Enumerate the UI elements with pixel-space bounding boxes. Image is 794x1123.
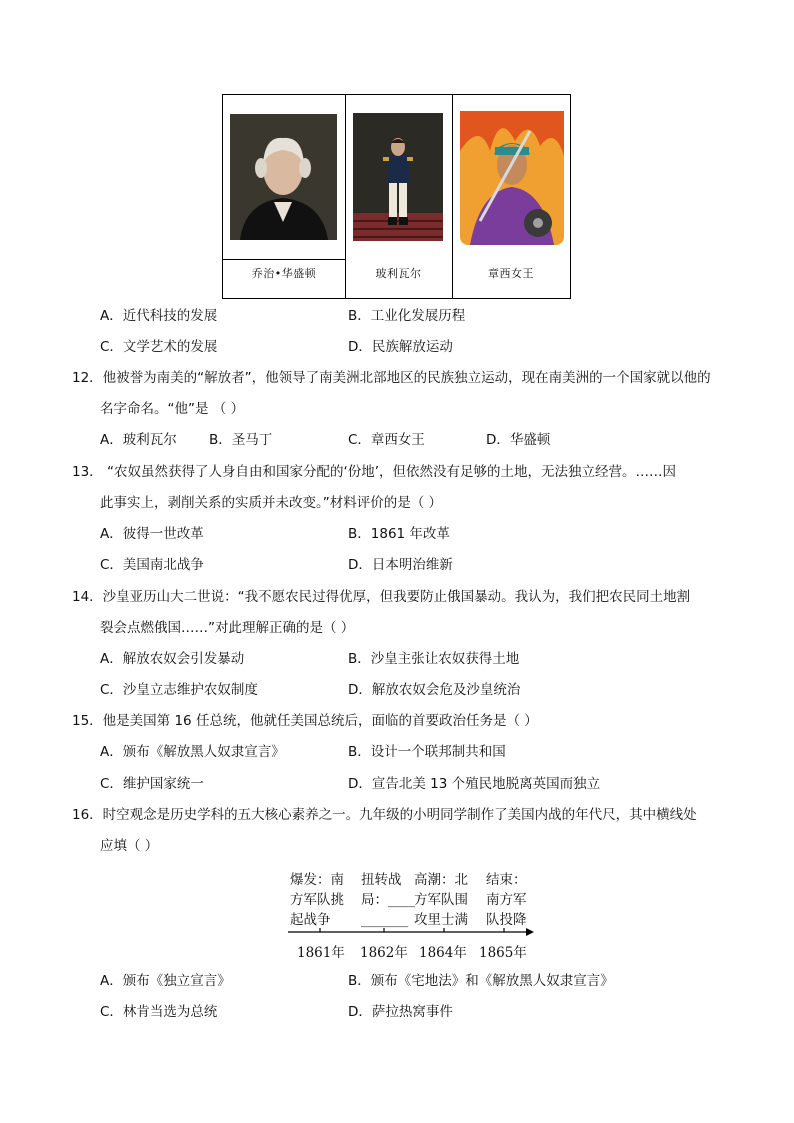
q12-option-a: A．玻利瓦尔 — [100, 432, 177, 448]
q15-option-b: B．设计一个联邦制共和国 — [348, 744, 506, 760]
timeline-year-1865: 1865年 — [479, 945, 527, 961]
q13-option-c: C．美国南北战争 — [100, 557, 204, 573]
q15-option-a: A．颁布《解放黑人奴隶宣言》 — [100, 744, 285, 760]
q13-option-a: A．彼得一世改革 — [100, 526, 204, 542]
portrait-table — [222, 94, 571, 299]
portrait-caption-rani: 章西女王 — [488, 267, 534, 280]
q14-option-c: C．沙皇立志维护农奴制度 — [100, 682, 258, 698]
q16-option-c: C．林肯当选为总统 — [100, 1004, 218, 1020]
q13-option-b: B．1861 年改革 — [348, 526, 450, 542]
q13-stem-line1: 13． “农奴虽然获得了人身自由和国家分配的‘份地’，但依然没有足够的土地，无法独立经营。……因 — [72, 464, 677, 480]
portrait-cell-bolivar — [345, 95, 453, 298]
q12-option-d: D．华盛顿 — [486, 432, 551, 448]
timeline-event-1861: 爆发：南 方军队挑 起战争 — [290, 872, 344, 928]
portrait-cell-washington — [223, 95, 346, 298]
timeline-year-1864: 1864年 — [419, 945, 467, 961]
q12-stem-line1: 12．他被誉为南美的“解放者”，他领导了南美洲北部地区的民族独立运动，现在南美洲的一个国家就以他的 — [72, 370, 711, 386]
q12-option-b: B．圣马丁 — [209, 432, 273, 448]
portrait-caption-washington: 乔治•华盛顿 — [251, 267, 317, 280]
q15-option-c: C．维护国家统一 — [100, 776, 204, 792]
q11-option-b: B．工业化发展历程 — [348, 308, 466, 324]
timeline-event-1864: 高潮：北 方军队围 攻里士满 — [414, 872, 468, 928]
q15-option-d: D．宣告北美 13 个殖民地脱离英国而独立 — [348, 776, 601, 792]
q11-option-c: C．文学艺术的发展 — [100, 339, 218, 355]
portrait-caption-bolivar: 玻利瓦尔 — [375, 267, 422, 280]
timeline-event-1862: 扭转战 局：____ _______ — [361, 872, 415, 928]
q11-option-d: D．民族解放运动 — [348, 339, 453, 355]
q15-stem-line1: 15．他是美国第 16 任总统，他就任美国总统后，面临的首要政治任务是（ ） — [72, 713, 538, 729]
q13-option-d: D．日本明治维新 — [348, 557, 453, 573]
portrait-cell-rani — [452, 95, 570, 298]
q12-option-c: C．章西女王 — [348, 432, 425, 448]
timeline-year-1861: 1861年 — [297, 945, 345, 961]
q14-stem-line1: 14．沙皇亚历山大二世说：“我不愿农民过得优厚，但我要防止俄国暴动。我认为，我们把农民同土地割 — [72, 589, 691, 605]
washington-portrait — [230, 114, 337, 240]
timeline-year-1862: 1862年 — [360, 945, 408, 961]
q16-stem-line2: 应填（ ） — [100, 838, 159, 854]
timeline-event-1865: 结束： 南方军 队投降 — [486, 872, 527, 928]
q14-option-d: D．解放农奴会危及沙皇统治 — [348, 682, 521, 698]
q16-option-d: D．萨拉热窝事件 — [348, 1004, 453, 1020]
caption-divider — [223, 259, 345, 260]
q16-stem-line1: 16．时空观念是历史学科的五大核心素养之一。九年级的小明同学制作了美国内战的年代尺，其中横线处 — [72, 807, 697, 823]
q13-stem-line2: 此事实上，剥削关系的实质并未改变。”材料评价的是（ ） — [100, 495, 443, 511]
bolivar-portrait — [353, 113, 443, 241]
q11-option-a: A．近代科技的发展 — [100, 308, 218, 324]
q14-option-a: A．解放农奴会引发暴动 — [100, 651, 245, 667]
q12-stem-line2: 名字命名。“他”是 （ ） — [100, 401, 245, 417]
rani-portrait — [460, 111, 564, 245]
q14-option-b: B．沙皇主张让农奴获得土地 — [348, 651, 520, 667]
q14-stem-line2: 裂会点燃俄国……”对此理解正确的是（ ） — [100, 620, 355, 636]
q16-option-a: A．颁布《独立宣言》 — [100, 973, 231, 989]
timeline-axis — [288, 926, 534, 938]
q16-option-b: B．颁布《宅地法》和《解放黑人奴隶宣言》 — [348, 973, 614, 989]
